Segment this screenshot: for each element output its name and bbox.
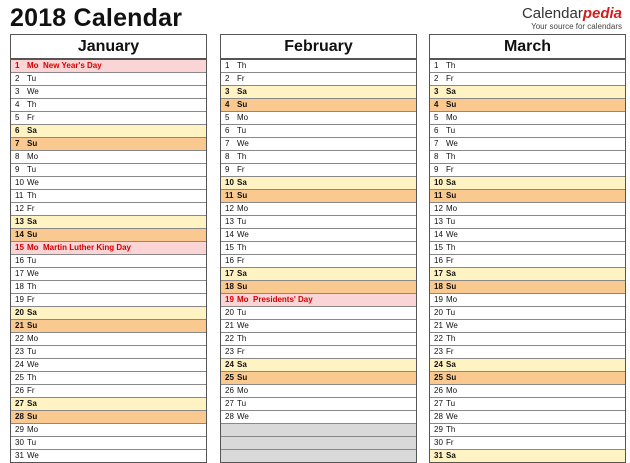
day-number: 26 — [434, 386, 443, 395]
day-number: 25 — [15, 373, 24, 382]
day-number: 13 — [15, 217, 24, 226]
day-of-week: Tu — [237, 308, 247, 317]
day-row — [221, 281, 416, 294]
month-column-february — [220, 34, 417, 463]
day-of-week: We — [237, 230, 249, 239]
day-row — [221, 138, 416, 151]
day-number: 15 — [15, 243, 24, 252]
day-of-week: Fr — [446, 165, 454, 174]
day-of-week: Th — [27, 282, 37, 291]
day-number: 20 — [15, 308, 24, 317]
day-of-week: Fr — [27, 295, 35, 304]
day-row — [221, 151, 416, 164]
day-of-week: Sa — [446, 269, 456, 278]
day-of-week: Tu — [446, 126, 456, 135]
day-number: 25 — [225, 373, 234, 382]
day-of-week: Sa — [237, 178, 247, 187]
day-number: 17 — [15, 269, 24, 278]
day-number: 11 — [15, 191, 24, 200]
day-number: 19 — [15, 295, 24, 304]
day-of-week: Sa — [446, 451, 456, 460]
day-row — [11, 125, 206, 138]
day-row — [11, 203, 206, 216]
day-of-week: Sa — [27, 308, 37, 317]
day-row — [221, 177, 416, 190]
day-number: 6 — [225, 126, 230, 135]
day-row — [430, 86, 625, 99]
day-of-week: Sa — [27, 217, 37, 226]
day-row — [430, 307, 625, 320]
day-number: 1 — [15, 61, 20, 70]
day-of-week: Tu — [27, 438, 37, 447]
day-of-week: Sa — [27, 126, 37, 135]
day-number: 29 — [15, 425, 24, 434]
day-row — [430, 164, 625, 177]
day-row — [430, 255, 625, 268]
day-number: 8 — [15, 152, 20, 161]
day-number: 31 — [15, 451, 24, 460]
day-number: 4 — [434, 100, 439, 109]
brand-name — [522, 6, 622, 22]
day-of-week: Th — [446, 152, 456, 161]
day-of-week: We — [27, 360, 39, 369]
day-number: 11 — [225, 191, 234, 200]
day-of-week: Tu — [237, 126, 247, 135]
day-row — [430, 60, 625, 73]
day-row — [221, 333, 416, 346]
day-of-week: We — [446, 139, 458, 148]
day-number: 21 — [434, 321, 443, 330]
day-number: 27 — [434, 399, 443, 408]
holiday-row — [221, 294, 416, 307]
day-row — [11, 255, 206, 268]
day-of-week: Su — [237, 373, 248, 382]
day-of-week: Th — [237, 152, 247, 161]
day-of-week: Fr — [446, 256, 454, 265]
day-number: 3 — [225, 87, 230, 96]
day-of-week: We — [446, 321, 458, 330]
day-of-week: Mo — [237, 386, 249, 395]
day-of-week: Th — [446, 243, 456, 252]
day-of-week: Tu — [237, 217, 247, 226]
empty-day-row — [221, 437, 416, 450]
day-of-week: Su — [237, 100, 248, 109]
day-of-week: Th — [27, 191, 37, 200]
day-of-week: Fr — [237, 347, 245, 356]
month-header: February — [221, 35, 416, 60]
day-of-week: We — [27, 269, 39, 278]
day-number: 2 — [434, 74, 439, 83]
day-number: 30 — [434, 438, 443, 447]
day-row — [11, 346, 206, 359]
day-row — [430, 372, 625, 385]
month-header: January — [11, 35, 206, 60]
day-number: 4 — [15, 100, 20, 109]
day-row — [11, 164, 206, 177]
day-row — [221, 112, 416, 125]
day-number: 20 — [434, 308, 443, 317]
day-number: 30 — [15, 438, 24, 447]
day-of-week: Mo — [27, 425, 39, 434]
day-row — [221, 190, 416, 203]
day-of-week: Sa — [237, 269, 247, 278]
day-row — [430, 411, 625, 424]
day-of-week: Fr — [446, 438, 454, 447]
day-number: 13 — [434, 217, 443, 226]
day-number: 28 — [225, 412, 234, 421]
day-number: 12 — [434, 204, 443, 213]
day-of-week: Su — [446, 373, 457, 382]
day-row — [221, 73, 416, 86]
day-row — [430, 203, 625, 216]
day-row — [11, 177, 206, 190]
day-number: 10 — [434, 178, 443, 187]
day-number: 28 — [15, 412, 24, 421]
day-number: 16 — [225, 256, 234, 265]
day-row — [430, 359, 625, 372]
day-row — [221, 203, 416, 216]
day-of-week: Fr — [446, 347, 454, 356]
day-of-week: Mo — [446, 295, 458, 304]
day-of-week: Su — [27, 230, 38, 239]
day-list — [221, 60, 416, 462]
day-number: 4 — [225, 100, 230, 109]
day-row — [430, 294, 625, 307]
brand-name-main: Calendar — [521, 5, 583, 22]
day-number: 9 — [225, 165, 230, 174]
day-of-week: Sa — [446, 360, 456, 369]
day-row — [221, 346, 416, 359]
day-row — [221, 411, 416, 424]
day-number: 25 — [434, 373, 443, 382]
day-number: 21 — [225, 321, 234, 330]
day-row — [221, 398, 416, 411]
day-of-week: Su — [446, 191, 457, 200]
day-number: 1 — [225, 61, 230, 70]
day-number: 19 — [434, 295, 443, 304]
day-row — [11, 190, 206, 203]
day-number: 12 — [15, 204, 24, 213]
day-row — [430, 320, 625, 333]
day-number: 16 — [15, 256, 24, 265]
day-number: 13 — [225, 217, 234, 226]
day-row — [11, 359, 206, 372]
day-row — [11, 229, 206, 242]
day-of-week: We — [446, 412, 458, 421]
day-row — [430, 398, 625, 411]
day-row — [11, 333, 206, 346]
day-of-week: Sa — [27, 399, 37, 408]
day-of-week: We — [446, 230, 458, 239]
page-title: 2018 Calendar — [10, 4, 183, 32]
day-of-week: Tu — [27, 74, 37, 83]
day-of-week: Th — [27, 373, 37, 382]
day-of-week: Fr — [446, 74, 454, 83]
day-of-week: We — [237, 321, 249, 330]
day-of-week: Mo — [237, 113, 249, 122]
day-row — [221, 164, 416, 177]
day-row — [221, 385, 416, 398]
day-of-week: Th — [237, 61, 247, 70]
day-number: 5 — [15, 113, 20, 122]
day-number: 10 — [225, 178, 234, 187]
day-of-week: Sa — [237, 360, 247, 369]
day-row — [11, 385, 206, 398]
day-row — [11, 320, 206, 333]
day-number: 2 — [15, 74, 20, 83]
day-of-week: We — [27, 178, 39, 187]
day-of-week: Mo — [27, 152, 39, 161]
day-of-week: Fr — [237, 165, 245, 174]
brand-tagline: Your source for calendars — [531, 22, 622, 31]
day-of-week: Mo — [27, 61, 39, 70]
day-number: 15 — [225, 243, 234, 252]
holiday-name: Presidents' Day — [253, 295, 313, 304]
day-row — [221, 86, 416, 99]
day-of-week: Sa — [446, 178, 456, 187]
day-row — [221, 125, 416, 138]
day-of-week: Su — [27, 321, 38, 330]
day-number: 10 — [15, 178, 24, 187]
day-number: 23 — [225, 347, 234, 356]
day-row — [430, 333, 625, 346]
day-of-week: Sa — [237, 87, 247, 96]
day-row — [221, 307, 416, 320]
day-row — [430, 125, 625, 138]
day-row — [221, 255, 416, 268]
day-of-week: We — [237, 139, 249, 148]
day-number: 3 — [434, 87, 439, 96]
month-column-march — [429, 34, 626, 463]
day-number: 12 — [225, 204, 234, 213]
day-of-week: Mo — [237, 204, 249, 213]
day-row — [11, 398, 206, 411]
day-row — [221, 60, 416, 73]
day-row — [430, 151, 625, 164]
day-number: 23 — [15, 347, 24, 356]
day-list — [430, 60, 625, 462]
day-row — [430, 112, 625, 125]
day-of-week: Fr — [27, 204, 35, 213]
day-number: 14 — [434, 230, 443, 239]
day-of-week: Su — [27, 139, 38, 148]
day-of-week: Mo — [446, 113, 458, 122]
day-number: 22 — [225, 334, 234, 343]
day-number: 17 — [434, 269, 443, 278]
day-of-week: Fr — [27, 113, 35, 122]
day-number: 28 — [434, 412, 443, 421]
day-row — [11, 307, 206, 320]
day-row — [430, 99, 625, 112]
day-number: 5 — [225, 113, 230, 122]
day-number: 18 — [15, 282, 24, 291]
day-number: 7 — [434, 139, 439, 148]
day-row — [11, 216, 206, 229]
day-number: 18 — [225, 282, 234, 291]
day-row — [11, 281, 206, 294]
day-number: 24 — [225, 360, 234, 369]
day-number: 24 — [15, 360, 24, 369]
day-number: 8 — [225, 152, 230, 161]
day-row — [11, 112, 206, 125]
day-row — [430, 346, 625, 359]
day-row — [221, 320, 416, 333]
empty-day-row — [221, 424, 416, 437]
day-number: 9 — [434, 165, 439, 174]
day-number: 20 — [225, 308, 234, 317]
day-of-week: Mo — [237, 295, 249, 304]
day-of-week: Su — [237, 282, 248, 291]
day-row — [430, 281, 625, 294]
day-number: 5 — [434, 113, 439, 122]
day-number: 17 — [225, 269, 234, 278]
day-number: 26 — [225, 386, 234, 395]
day-list — [11, 60, 206, 462]
day-of-week: We — [27, 451, 39, 460]
day-of-week: We — [237, 412, 249, 421]
day-of-week: Tu — [446, 399, 456, 408]
day-number: 8 — [434, 152, 439, 161]
holiday-name: New Year's Day — [43, 61, 102, 70]
day-row — [221, 229, 416, 242]
day-number: 11 — [434, 191, 443, 200]
day-number: 24 — [434, 360, 443, 369]
day-number: 31 — [434, 451, 443, 460]
day-of-week: Su — [446, 282, 457, 291]
month-header: March — [430, 35, 625, 60]
day-of-week: Tu — [27, 165, 37, 174]
day-number: 29 — [434, 425, 443, 434]
day-number: 19 — [225, 295, 234, 304]
day-number: 22 — [434, 334, 443, 343]
day-of-week: Sa — [446, 87, 456, 96]
day-row — [11, 450, 206, 462]
day-row — [11, 151, 206, 164]
day-number: 27 — [15, 399, 24, 408]
day-row — [11, 138, 206, 151]
day-row — [430, 450, 625, 462]
day-row — [430, 385, 625, 398]
day-number: 7 — [15, 139, 20, 148]
day-of-week: Su — [237, 191, 248, 200]
day-row — [221, 268, 416, 281]
month-column-january — [10, 34, 207, 463]
day-row — [11, 73, 206, 86]
day-number: 6 — [15, 126, 20, 135]
day-number: 7 — [225, 139, 230, 148]
day-of-week: Su — [446, 100, 457, 109]
day-number: 3 — [15, 87, 20, 96]
day-row — [221, 359, 416, 372]
day-row — [430, 437, 625, 450]
day-number: 18 — [434, 282, 443, 291]
day-row — [11, 294, 206, 307]
day-of-week: Tu — [446, 308, 456, 317]
brand-name-accent: pedia — [582, 5, 622, 22]
day-row — [11, 268, 206, 281]
day-of-week: Su — [27, 412, 38, 421]
day-of-week: Th — [446, 61, 456, 70]
day-number: 16 — [434, 256, 443, 265]
day-row — [430, 138, 625, 151]
day-of-week: Tu — [237, 399, 247, 408]
empty-day-row — [221, 450, 416, 462]
day-of-week: Th — [27, 100, 37, 109]
day-of-week: Fr — [237, 256, 245, 265]
day-row — [430, 268, 625, 281]
day-number: 1 — [434, 61, 439, 70]
day-of-week: Mo — [27, 243, 39, 252]
day-row — [221, 242, 416, 255]
day-row — [430, 190, 625, 203]
day-number: 6 — [434, 126, 439, 135]
day-number: 26 — [15, 386, 24, 395]
day-row — [430, 229, 625, 242]
day-of-week: We — [27, 87, 39, 96]
day-number: 14 — [15, 230, 24, 239]
day-of-week: Tu — [27, 347, 37, 356]
day-number: 22 — [15, 334, 24, 343]
day-of-week: Tu — [446, 217, 456, 226]
holiday-row — [11, 242, 206, 255]
day-row — [221, 372, 416, 385]
brand-logo[interactable] — [522, 6, 622, 32]
day-row — [11, 424, 206, 437]
day-of-week: Th — [446, 334, 456, 343]
day-number: 27 — [225, 399, 234, 408]
holiday-row — [11, 60, 206, 73]
day-row — [430, 177, 625, 190]
day-row — [11, 99, 206, 112]
day-number: 21 — [15, 321, 24, 330]
day-of-week: Th — [237, 243, 247, 252]
day-number: 2 — [225, 74, 230, 83]
day-of-week: Fr — [237, 74, 245, 83]
day-row — [11, 411, 206, 424]
day-row — [221, 216, 416, 229]
day-number: 9 — [15, 165, 20, 174]
day-of-week: Th — [446, 425, 456, 434]
day-row — [11, 372, 206, 385]
day-number: 23 — [434, 347, 443, 356]
day-row — [430, 73, 625, 86]
day-of-week: Mo — [27, 334, 39, 343]
day-row — [11, 86, 206, 99]
day-of-week: Th — [237, 334, 247, 343]
holiday-name: Martin Luther King Day — [43, 243, 132, 252]
day-of-week: Fr — [27, 386, 35, 395]
day-number: 15 — [434, 243, 443, 252]
day-number: 14 — [225, 230, 234, 239]
day-row — [430, 216, 625, 229]
day-row — [430, 424, 625, 437]
day-of-week: Tu — [27, 256, 37, 265]
day-row — [430, 242, 625, 255]
day-of-week: Mo — [446, 204, 458, 213]
day-of-week: Mo — [446, 386, 458, 395]
day-row — [221, 99, 416, 112]
day-row — [11, 437, 206, 450]
